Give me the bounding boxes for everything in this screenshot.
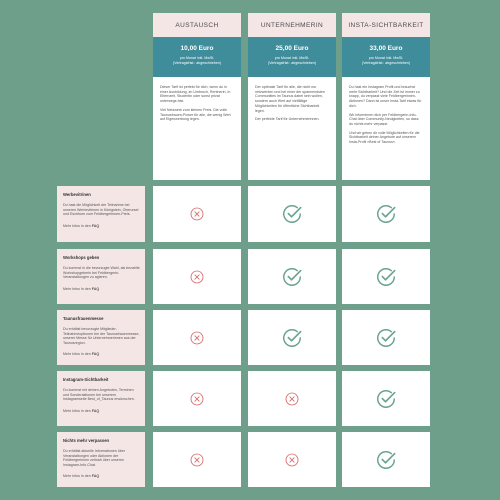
cross-icon [189,452,205,468]
plan-price-term: (Vertragsfrist:: abgeschrieben) [172,60,222,65]
feature-more-info [63,224,140,228]
plan-name: UNTERNEHMERIN [248,13,336,37]
feature-nichts-verpassen [57,432,145,487]
feature-workshops [57,249,145,304]
cell-r3-unternehmerin [248,371,336,426]
plan-desc-2: Der perfekte Tarif für Unternehmerinnen. [255,117,320,122]
cell-r4-austausch [153,432,241,487]
check-icon [281,266,303,288]
plan-desc-2: Wir informieren dich per Feldbergerin-Info-Chat über Community-Neuigkeiten, so dass du nichts mehr verpasst. [349,112,419,126]
plan-desc-2: Viel Netzwerk zum kleinen Preis. Die volle Taunusfrauen-Power für alle, die wenig Wert auf Eigenwerbung legen. [160,107,231,122]
plan-price-note: pro Monat inkl. MwSt. [179,56,215,60]
cell-r3-austausch [153,371,241,426]
cell-r0-unternehmerin [248,186,336,242]
cell-r2-unternehmerin [248,310,336,365]
cell-r2-insta [342,310,430,365]
cell-r1-unternehmerin [248,249,336,304]
feature-more-info [63,287,140,291]
cell-r0-austausch [153,186,241,242]
check-icon [375,388,397,410]
feature-more-info [63,352,140,356]
more-info-text: Mehr Infos in den [63,474,91,479]
cell-r4-insta [342,432,430,487]
faq-link[interactable]: FAQ [91,352,100,357]
plan-description [248,77,336,122]
cross-icon [189,206,205,222]
feature-description: Du kommst mit deinen Angeboten, Terminen und Sonderaktionen bei unserem Instagramseite Best_of_Taunus erwünschen. [63,388,135,402]
cross-icon [189,269,205,285]
feature-more-info [63,409,140,413]
plan-insta-sichtbarkeit [342,13,430,180]
cell-r1-insta [342,249,430,304]
feature-werbevitrinen [57,186,145,242]
plan-desc-1: Der optimale Tarif für alle, die nicht nur netzwerken und bei einer der spannendsten Communities im Taunus dabei sein wollen, sondern auch Wert auf vielfältige Möglichkeiten für öffentliche Sichtbarkeit legen. [255,85,325,113]
feature-title: Nichts mehr verpassen [63,438,110,443]
feature-title: Werbevitrinen [63,192,91,197]
feature-more-info [63,474,140,478]
feature-instagram-sichtbarkeit [57,371,145,426]
plan-price-band [153,37,241,77]
cross-icon [284,452,300,468]
plan-desc-1: Du hast ein Instagram Profil und brauchst mehr Sichtbarkeit? Und die Zeit ist immer zu knapp, du verpasst viele Feldbergerinnen-Aktionen? Dann ist unser Insta-Tarif etwas für dich. [349,85,422,108]
plan-price: 10,00 Euro [180,45,214,52]
plan-price-band [248,37,336,77]
feature-taunusfrauenmesse [57,310,145,365]
faq-link[interactable]: FAQ [91,474,100,479]
faq-link[interactable]: FAQ [91,408,100,413]
plan-price-band [342,37,430,77]
plan-name: AUSTAUSCH [153,13,241,37]
plan-price-note: pro Monat inkl. MwSt. [274,56,310,60]
plan-unternehmerin [248,13,336,180]
check-icon [375,327,397,349]
cell-r3-insta [342,371,430,426]
cell-r0-insta [342,186,430,242]
check-icon [375,449,397,471]
cross-icon [284,391,300,407]
check-icon [375,266,397,288]
feature-description: Du kommst in die bevorzugte Wahl, als bezahlte Workshopgeberin bei Feldbergerin-Veranstaltungen zu agieren. [63,266,140,280]
more-info-text: Mehr Infos in den [63,352,91,357]
plan-price: 33,00 Euro [369,45,403,52]
cell-r2-austausch [153,310,241,365]
more-info-text: Mehr Infos in den [63,223,91,228]
cross-icon [189,391,205,407]
more-info-text: Mehr Infos in den [63,408,91,413]
cross-icon [189,330,205,346]
plan-desc-1: Dieser Tarif ist perfekt für dich, wenn du in einer Ausbildung, im Umbruch, Rentnerin, in Elternzeit, Studentin oder sonst privat unterwegs bist. [160,85,231,104]
feature-title: Taunusfrauenmesse [63,316,104,321]
plan-price-note: pro Monat inkl. MwSt. [368,56,404,60]
feature-description: Du hast die Möglichkeit der Teilnahme bei unseren Werbevitrinen in Königstein, Oberursel und Eschborn zum Feldbergerinnen-Preis. [63,203,139,217]
check-icon [281,327,303,349]
faq-link[interactable]: FAQ [91,223,100,228]
plan-austausch [153,13,241,180]
plan-price: 25,00 Euro [275,45,309,52]
check-icon [375,203,397,225]
check-icon [281,203,303,225]
plan-description [153,77,241,122]
plan-desc-3: Und wir geben dir volle Möglichkeiten für die Sichtbarkeit deiner Angebote auf unserem Insta-Profil »Best of Taunus«. [349,130,420,145]
feature-description: Du erhältst aktuelle Informationen über Veranstaltungen oder Aktionen der Feldbergerinnen zeitnah über unseren Instagram-Info-Chat. [63,449,125,467]
feature-title: Instagram-Sichtbarkeit [63,377,109,382]
feature-description: Du erhältst bevorzugte Mitglieder-Teilnahmeoptionen bei der Taunusfrauenmesse, unserer Messe für Unternehmerinnen aus der Taunusregion. [63,327,140,345]
more-info-text: Mehr Infos in den [63,286,91,291]
cell-r4-unternehmerin [248,432,336,487]
feature-title: Workshops geben [63,255,100,260]
plan-name: INSTA-SICHTBARKEIT [342,13,430,37]
plan-description [342,77,430,145]
plan-price-term: (Vertragsfrist:: abgeschrieben) [361,60,411,65]
plan-price-term: (Vertragsfrist:: abgeschrieben) [267,60,317,65]
faq-link[interactable]: FAQ [91,286,100,291]
cell-r1-austausch [153,249,241,304]
